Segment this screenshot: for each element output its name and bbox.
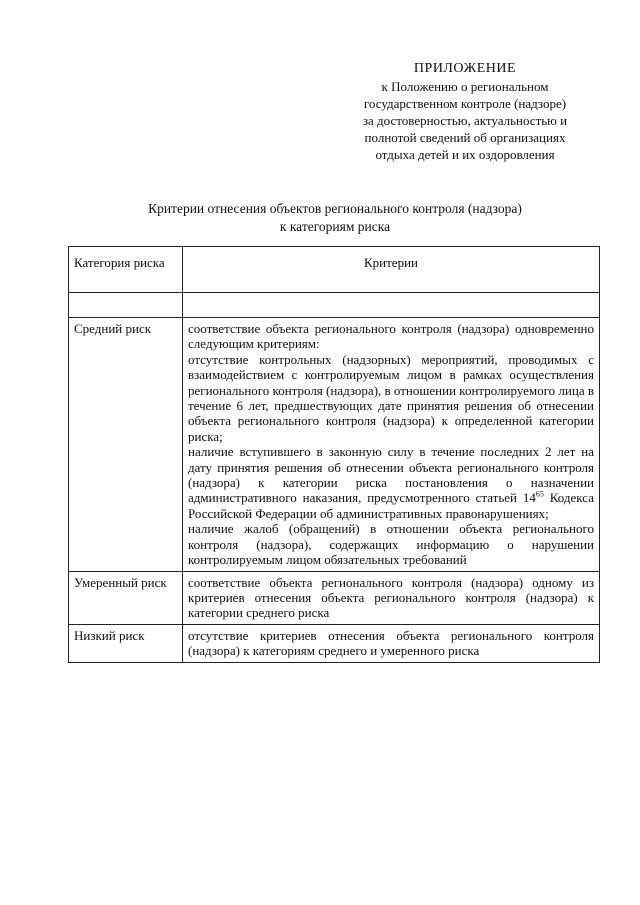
risk-criteria-moderate	[183, 571, 600, 624]
appendix-line: за достоверностью, актуальностью и	[362, 113, 568, 128]
document-title-line-1: Критерии отнесения объектов регионального контроля (надзора)	[148, 201, 522, 216]
appendix-line: к Положению о региональном	[381, 79, 549, 94]
article-superscript: 65	[535, 490, 544, 500]
appendix-block	[340, 60, 590, 163]
criteria-table	[68, 246, 600, 663]
document-title	[60, 200, 610, 236]
table-row	[69, 571, 600, 624]
table-spacer-row	[69, 293, 600, 318]
risk-category-medium: Средний риск	[69, 318, 183, 572]
criteria-paragraph: отсутствие контрольных (надзорных) мероприятий, проводимых с взаимодействием с контролируемым лицом в рамках осуществления регионального контроля (надзора), в отношении контролируемого лица в течение 6 лет, предшествующих дате принятия решения об отнесении объекта регионального контроля (надзора) к определенной категории риска;	[188, 351, 594, 444]
appendix-title: ПРИЛОЖЕНИЕ	[413, 61, 517, 76]
table-row	[69, 624, 600, 662]
appendix-line: полнотой сведений об организациях	[364, 130, 566, 145]
header-category: Категория риска	[69, 247, 183, 293]
criteria-paragraph: соответствие объекта регионального контроля (надзора) одновременно следующим критериям:	[188, 321, 594, 352]
appendix-line: отдыха детей и их оздоровления	[375, 147, 555, 162]
criteria-paragraph	[188, 444, 594, 521]
table-header-row	[69, 247, 600, 293]
appendix-line: государственном контроле (надзоре)	[363, 96, 567, 111]
criteria-text: наличие вступившего в законную силу в течение последних 2 лет на дату принятия решения об отнесении объекта регионального контроля (надзора) к категории риска постановления о назначении административного наказания, предусмотренного статьей 14	[188, 444, 594, 506]
table-row	[69, 318, 600, 572]
criteria-paragraph: наличие жалоб (обращений) в отношении объекта регионального контроля (надзора), содержащих информацию о нарушении контролируемым лицом обязательных требований	[188, 521, 594, 568]
criteria-text: Федерации об административных правонарушениях;	[255, 505, 549, 521]
criteria-paragraph: отсутствие критериев отнесения объекта регионального контроля (надзора) к категориям среднего и умеренного риска	[188, 627, 594, 659]
risk-criteria-medium	[183, 318, 600, 572]
risk-criteria-low	[183, 624, 600, 662]
criteria-text: Кодекса Российской	[188, 490, 594, 521]
header-criteria: Критерии	[183, 247, 600, 293]
criteria-paragraph: соответствие объекта регионального контроля (надзора) одному из критериев отнесения объекта регионального контроля (надзора) к категории среднего риска	[188, 574, 594, 621]
risk-category-low: Низкий риск	[69, 624, 183, 662]
risk-category-moderate: Умеренный риск	[69, 571, 183, 624]
document-title-line-2: к категориям риска	[279, 219, 391, 234]
